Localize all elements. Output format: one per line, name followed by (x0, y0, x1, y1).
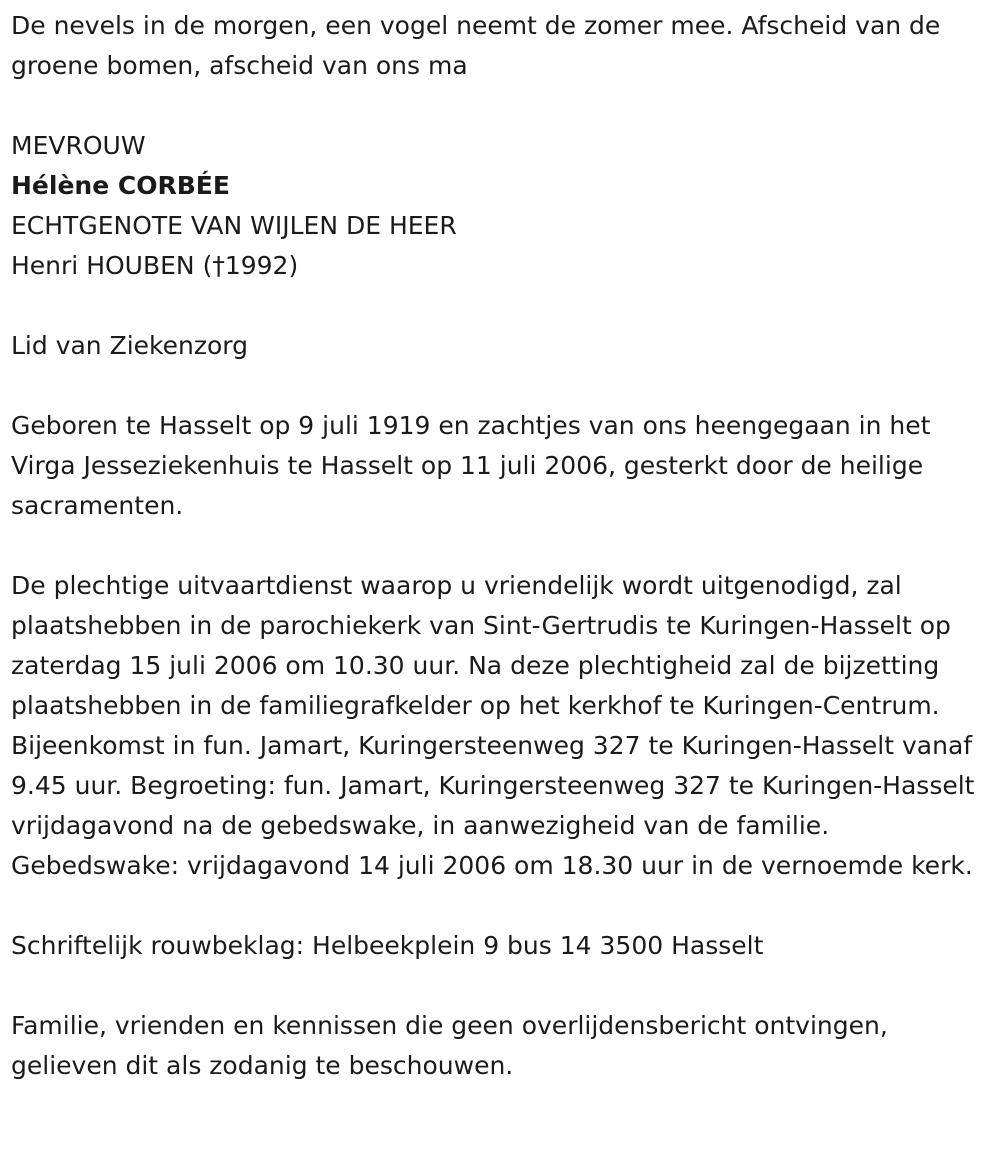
spacer (11, 886, 996, 926)
deceased-name: Hélène CORBÉE (11, 171, 230, 200)
spacer (11, 286, 996, 326)
funeral-paragraph: De plechtige uitvaartdienst waarop u vriendelijk wordt uitgenodigd, zal plaatshebben in de parochiekerk van Sint-Gertrudis te Kuringen-Hasselt op zaterdag 15 juli 2006 om 10.30 uur. Na deze plechtigheid zal de bijzetting plaatshebben in de familiegrafkelder op het kerkhof te Kuringen-Centrum. Bijeenkomst in fun. Jamart, Kuringersteenweg 327 te Kuringen-Hasselt vanaf 9.45 uur. Begroeting: fun. Jamart, Kuringersteenweg 327 te Kuringen-Hasselt vrijdagavond na de gebedswake, in aanwezigheid van de familie. Gebedswake: vrijdagavond 14 juli 2006 om 18.30 uur in de vernoemde kerk. (11, 571, 975, 880)
spacer (11, 366, 996, 406)
birth-death-paragraph: Geboren te Hasselt op 9 juli 1919 en zachtjes van ons heengegaan in het Virga Jesseziekenhuis te Hasselt op 11 juli 2006, gesterkt door de heilige sacramenten. (11, 411, 931, 520)
obituary-notice (11, 6, 996, 1086)
spacer (11, 526, 996, 566)
closing-paragraph: Familie, vrienden en kennissen die geen overlijdensbericht ontvingen, gelieven dit als zodanig te beschouwen. (11, 1011, 888, 1080)
spacer (11, 966, 996, 1006)
condolences-address: Schriftelijk rouwbeklag: Helbeekplein 9 bus 14 3500 Hasselt (11, 931, 764, 960)
spacer (11, 86, 996, 126)
spouse-name: Henri HOUBEN (†1992) (11, 251, 299, 280)
spouse-label: ECHTGENOTE VAN WIJLEN DE HEER (11, 211, 457, 240)
honorific: MEVROUW (11, 131, 146, 160)
membership: Lid van Ziekenzorg (11, 331, 248, 360)
intro-verse: De nevels in de morgen, een vogel neemt de zomer mee. Afscheid van de groene bomen, afscheid van ons ma (11, 11, 941, 80)
